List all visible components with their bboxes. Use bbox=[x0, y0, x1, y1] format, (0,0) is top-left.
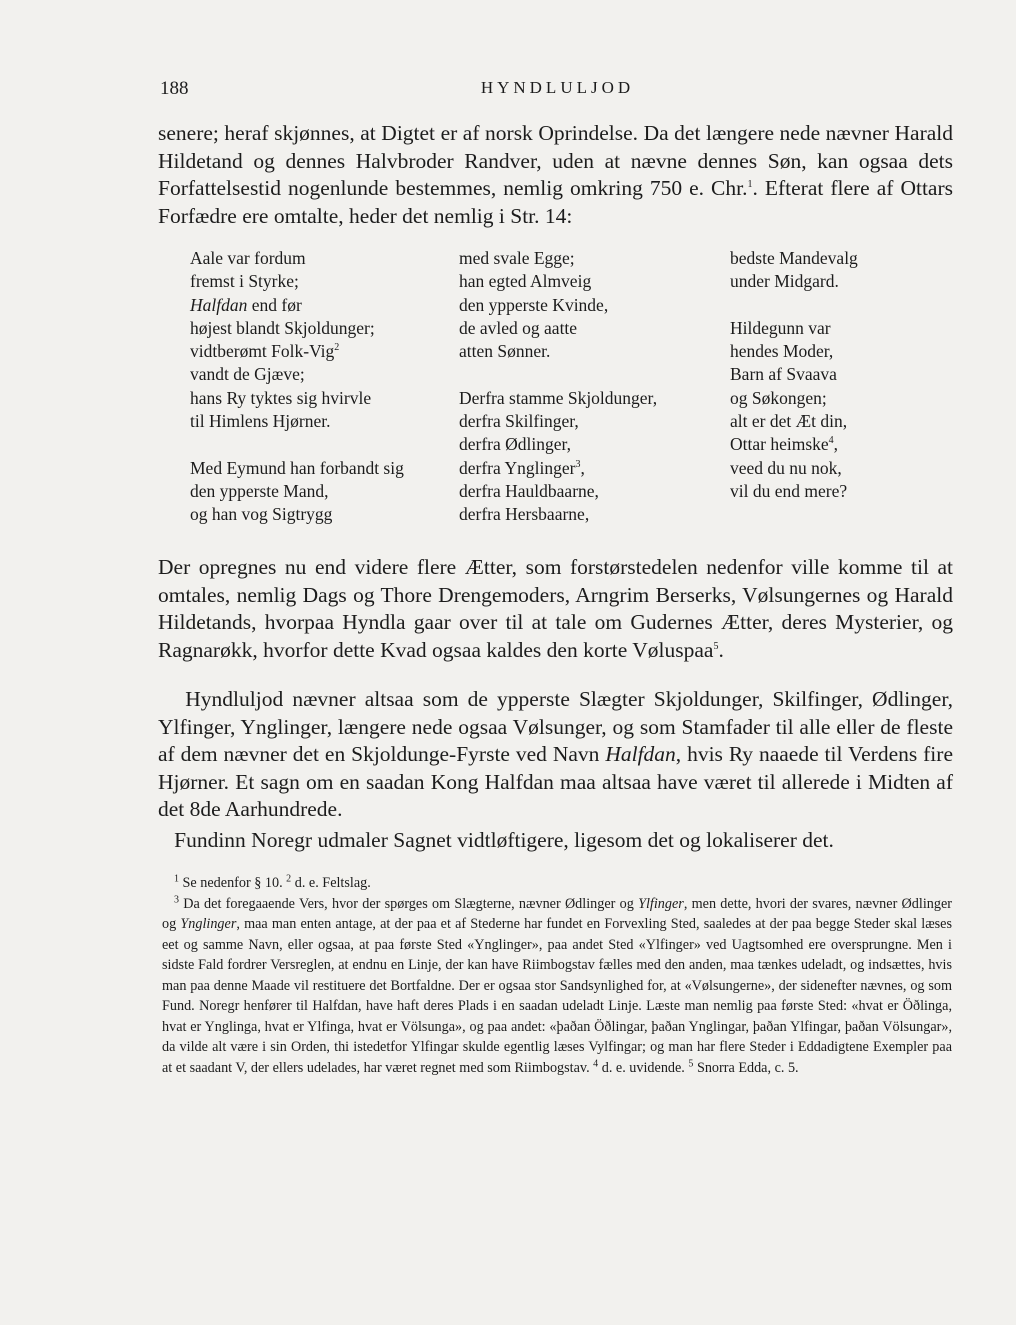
verse-line: og han vog Sigtrygg bbox=[190, 504, 333, 525]
footnote-ref-4[interactable]: 4 bbox=[828, 435, 834, 447]
verse-line: derfra Ynglinger$^3$, bbox=[459, 457, 585, 478]
footnote-ref-1[interactable]: 1 bbox=[747, 179, 753, 191]
verse-line: den ypperste Mand, bbox=[190, 480, 329, 501]
running-title: HYNDLULJOD bbox=[480, 78, 635, 97]
verse-line: derfra Skilfinger, bbox=[459, 411, 579, 432]
footnotes bbox=[162, 873, 952, 1078]
verse-line: derfra Hauldbaarne, bbox=[459, 480, 599, 501]
footnote-ref-5[interactable]: 5 bbox=[713, 640, 719, 652]
footnote-ref-2[interactable]: 2 bbox=[334, 342, 340, 354]
verse-line: og Søkongen; bbox=[730, 387, 827, 408]
verse-line: Med Eymund han forbandt sig bbox=[190, 457, 404, 478]
verse-line: med svale Egge; bbox=[459, 248, 575, 268]
paragraph-1 bbox=[158, 120, 953, 230]
paragraph-3: Hyndluljod nævner altsaa som de ypperste Slægter Skjoldunger, Skilfinger, Ødlinger, Ylfinger, Ynglinger, længere nede ogsaa Vølsunger, og som Stamfader til alle eller de fleste af dem nævner det en Skjoldunge-Fyrste ved Navn Halfdan, hvis Ry naaede til Verdens fire Hjørner. Et sagn om en saadan Kong Halfdan maa altsaa have været til allerede i Midten af det 8de Aarhundrede. bbox=[158, 687, 954, 822]
footnote-mark: 1 bbox=[174, 873, 179, 885]
verse-line: vidtberømt Folk-Vig$^2$ bbox=[190, 341, 340, 362]
footnote-mark: 3 bbox=[174, 893, 179, 905]
verse-line: derfra Ødlinger, bbox=[459, 434, 572, 455]
verse-line: Ottar heimske$^4$, bbox=[730, 434, 839, 455]
verse-line: hendes Moder, bbox=[730, 341, 834, 362]
verse-line: vil du end mere? bbox=[730, 480, 848, 501]
footnote-ref-3[interactable]: 3 bbox=[575, 458, 581, 470]
verse-column-2 bbox=[459, 247, 657, 527]
emphasis-halfdan: Halfdan bbox=[605, 742, 676, 767]
paragraph-2-text: Der opregnes nu end videre flere Ætter, som forstørstedelen nedenfor ville komme til at omtales, nemlig Dags og Thore Drengemoders, Arngrim Berserks, Vølsungernes og Harald Hildetands, hvorpaa Hyndla gaar over til at tale om Gudernes Ætter, deres Mysterier, og Ragnarøkk, hvorfor dette Kvad ogsaa kaldes den korte Vøluspaa bbox=[158, 555, 953, 662]
paragraph-1-text: senere; heraf skjønnes, at Digtet er af norsk Oprindelse. Da det længere nede nævner Harald Hildetand og dennes Halvbroder Randver, uden at nævne dennes Søn, kan ogsaa dets Forfattelsestid nogenlunde bestemmes, nemlig omkring 750 e. Chr. bbox=[158, 121, 953, 201]
footnote-line-1-2: $^1$ Se nedenfor § 10. $^2$ d. e. Feltslag. bbox=[174, 873, 371, 891]
verse-line: Derfra stamme Skjoldunger, bbox=[459, 387, 658, 408]
verse-line: hans Ry tyktes sig hvirvle bbox=[190, 387, 372, 408]
footnote-mark: 4 bbox=[593, 1057, 599, 1069]
verse-line: veed du nu nok, bbox=[730, 457, 842, 478]
page-number: 188 bbox=[160, 78, 189, 99]
verse-column-1 bbox=[190, 247, 404, 527]
verse-line: han egted Almveig bbox=[459, 271, 592, 292]
verse-line: højest blandt Skjoldunger; bbox=[190, 317, 375, 338]
verse-line: vandt de Gjæve; bbox=[190, 364, 305, 385]
verse-name-halfdan: Halfdan bbox=[190, 294, 248, 315]
verse-line: under Midgard. bbox=[730, 271, 839, 292]
verse-line: til Himlens Hjørner. bbox=[190, 411, 331, 432]
verse-column-3 bbox=[730, 247, 858, 503]
verse-line: derfra Hersbaarne, bbox=[459, 504, 590, 525]
page-header bbox=[160, 78, 955, 104]
paragraph-4: Fundinn Noregr udmaler Sagnet vidtløftigere, ligesom det og lokaliserer det. bbox=[174, 828, 834, 852]
verse-line: Halfdan end før bbox=[190, 294, 302, 315]
verse-line: de avled og aatte bbox=[459, 317, 578, 338]
verse-line: bedste Mandevalg bbox=[730, 248, 858, 268]
verse-line: fremst i Styrke; bbox=[190, 271, 299, 292]
verse-line: Aale var fordum bbox=[190, 248, 306, 268]
paragraph-2: Der opregnes nu end videre flere Ætter, som forstørstedelen nedenfor ville komme til at omtales, nemlig Dags og Thore Drengemoders, Arngrim Berserks, Vølsungernes og Harald Hildetands, hvorpaa Hyndla gaar over til at tale om Gudernes Ætter, deres Mysterier, og Ragnarøkk, hvorfor dette Kvad ogsaa kaldes den korte Vøluspaa$^5$. bbox=[158, 555, 953, 662]
verse-line: Hildegunn var bbox=[730, 317, 831, 338]
verse-line: atten Sønner. bbox=[459, 341, 551, 362]
footnote-mark: 2 bbox=[286, 873, 292, 885]
verse-line: Barn af Svaava bbox=[730, 364, 837, 385]
footnote-3-4-5: $^3$ Da det foregaaende Vers, hvor der spørges om Slægterne, nævner Ødlinger og Ylfinger, men dette, hvori der svares, nævner Ødlinger og Ynglinger, maa man enten antage, at der paa et af Stederne har fundet en Forvexling Sted, saaledes at der paa begge Steder skal læses eet og samme Navn, eller ogsaa, at paa første Sted «Ynglinger», paa andet Sted «Ylfinger» ved Uagtsomhed ere oversprungne. Men i sidste Fald fordrer Versreglen, at endnu en Linje, der kan have Riimbogstav fælles med den anden, maa tænkes udeladt, og indsættes, hvis man paa denne Maade vil restituere det Bortfaldne. Der er ogsaa stor Sandsynlighed for, at «Vølsungerne», der sidenefter nævnes, og som Fund. Noregr henfører til Halfdan, have haft deres Plads i en saadan udeladt Linje. Læste man nemlig paa første Sted: «hvat er Öðlinga, hvat er Ynglinga, hvat er Ylfinga, hvat er Völsunga», og paa andet: «þaðan Öðlingar, þaðan Ynglingar, þaðan Ylfingar, þaðan Völsungar», da vilde alt være i sin Orden, thi istedetfor Ylfingar skulde egentlig læses Vylfingar; og man har flere Steder i Eddadigtene Exempler paa at et saadant V, der ellers udelades, har været regnet med som Riimbogstav. $^4$ d. e. uvidende. $^5$ Snorra Edda, c. 5. bbox=[162, 893, 952, 1076]
footnote-mark: 5 bbox=[688, 1057, 694, 1069]
paragraph-1-end: . Efterat flere af Ottars Forfædre ere omtalte, heder det nemlig i Str. 14: bbox=[158, 176, 953, 228]
verse-line: alt er det Æt din, bbox=[730, 411, 848, 432]
verse-line: den ypperste Kvinde, bbox=[459, 294, 609, 315]
